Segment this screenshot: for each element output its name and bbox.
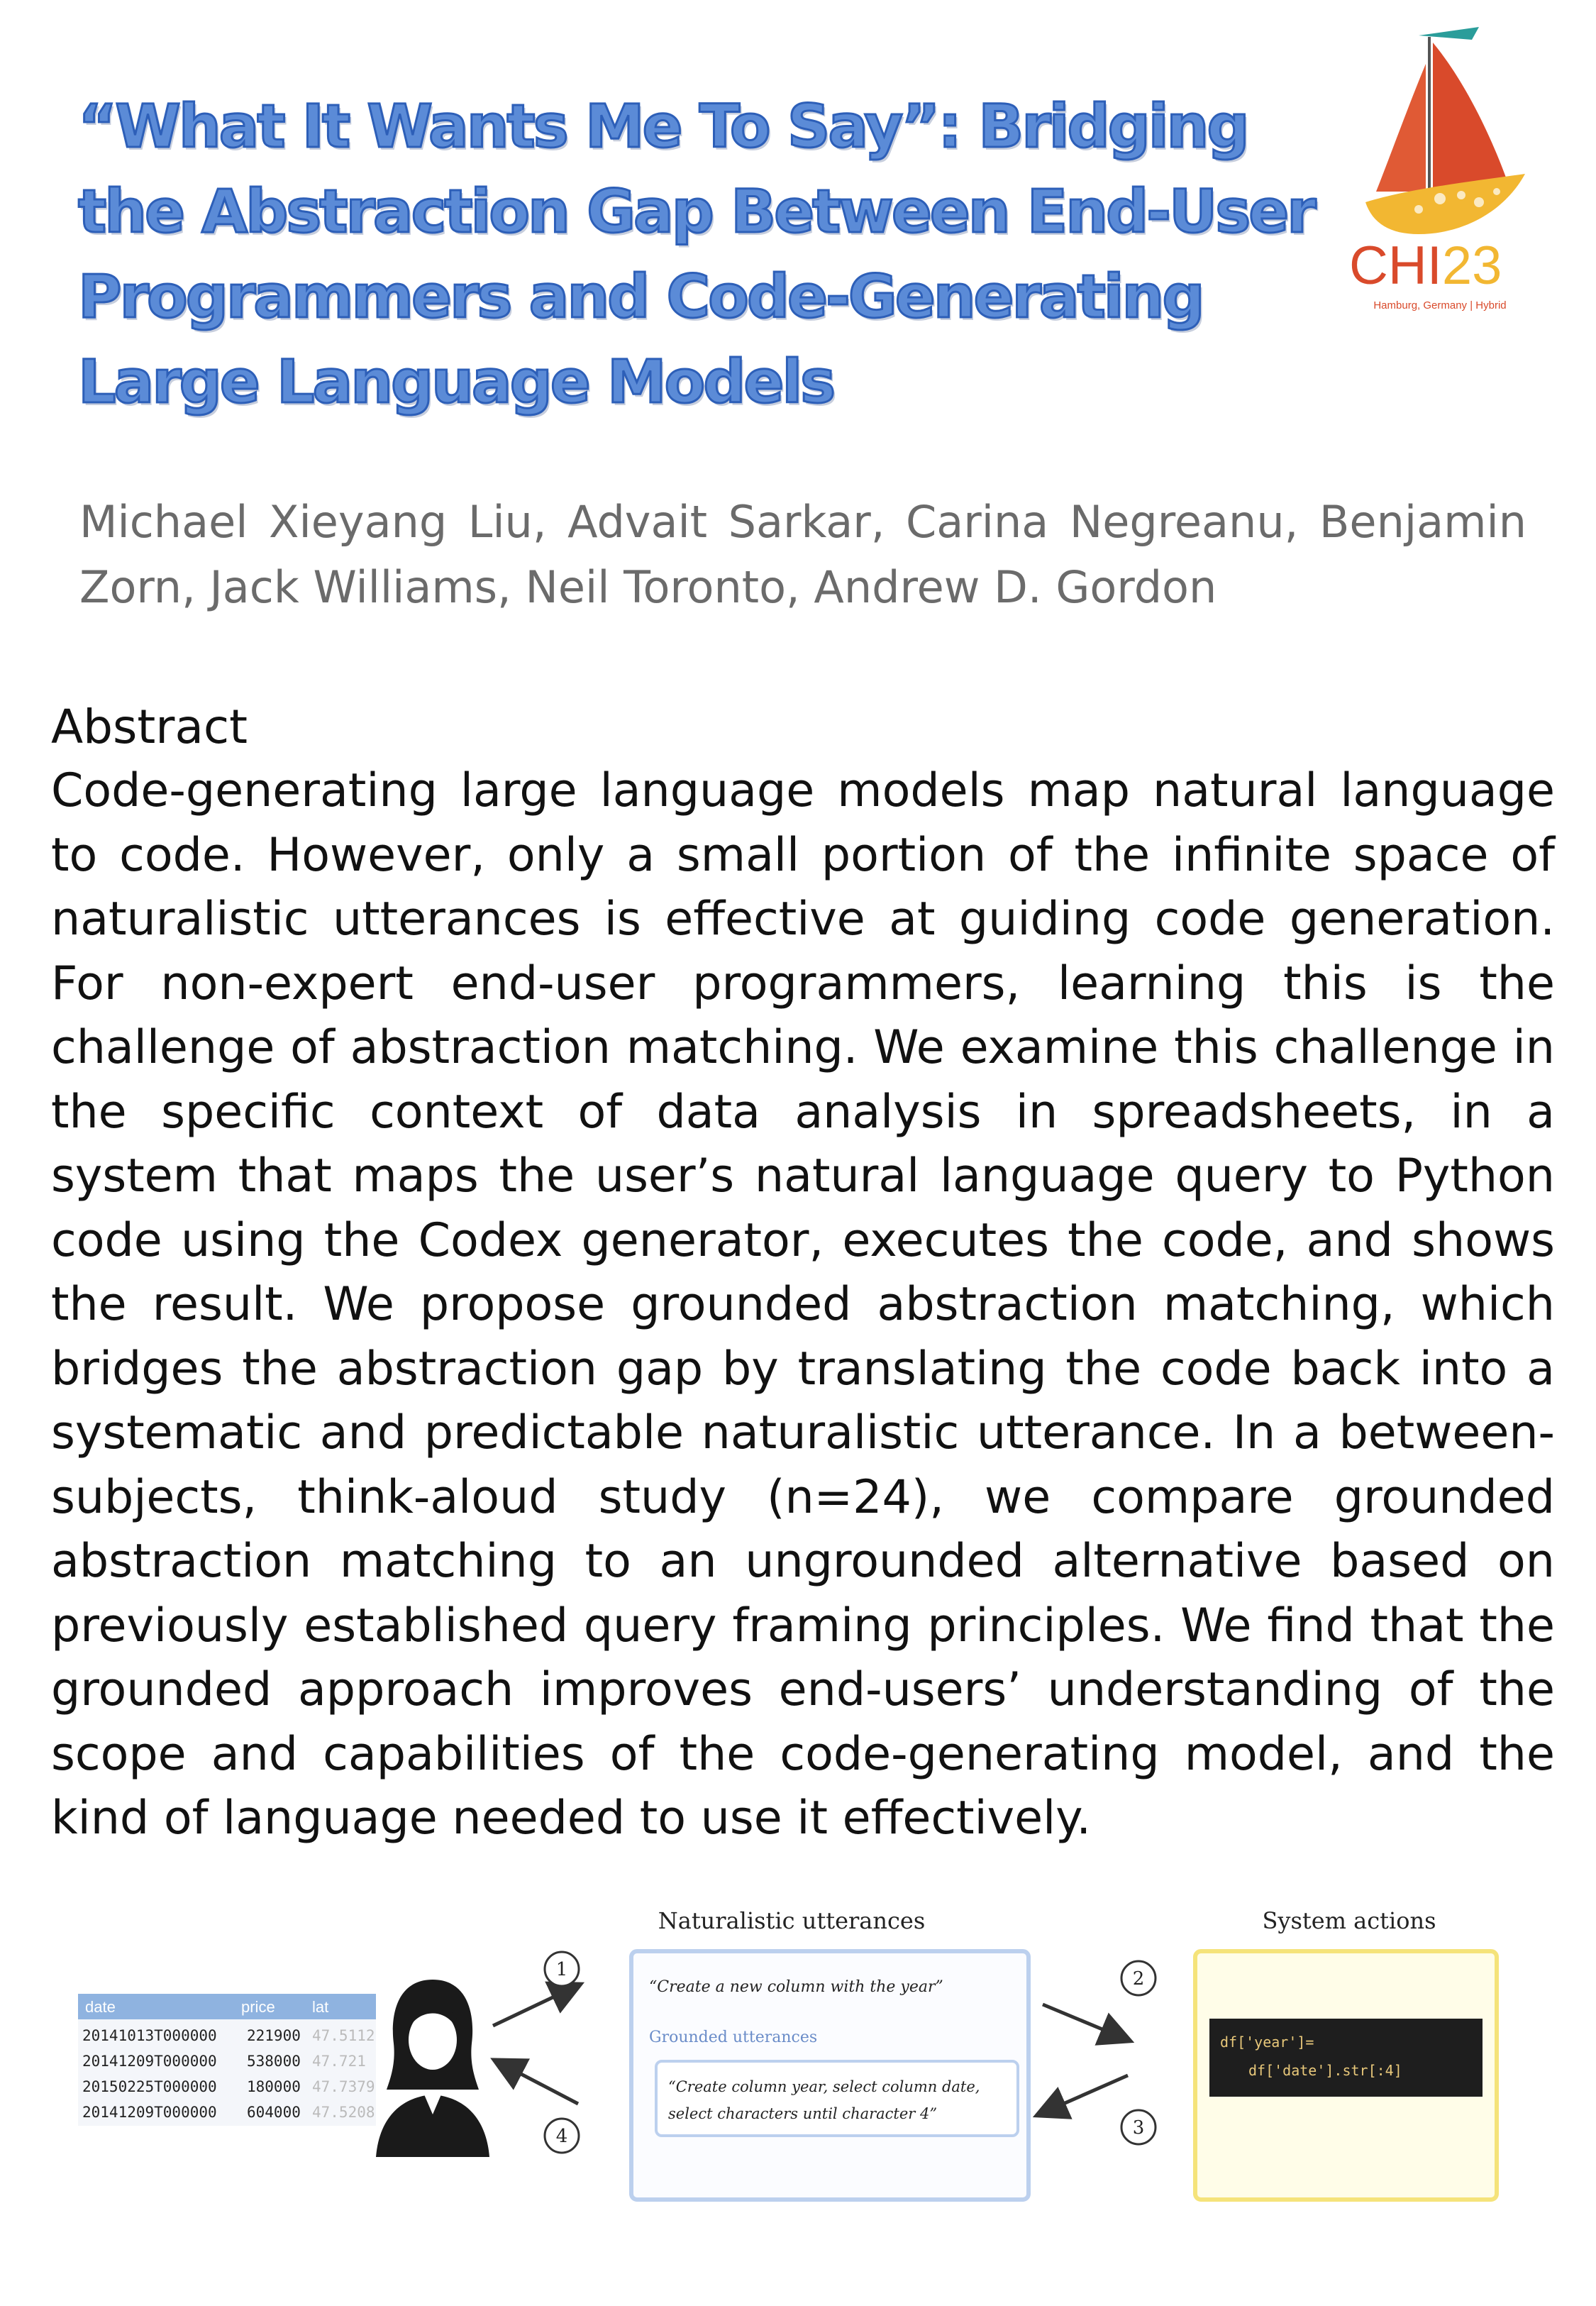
table-cell: 604000 xyxy=(247,2104,301,2121)
table-cell: 20141209T000000 xyxy=(82,2104,217,2121)
utterance-text: “Create a new column with the year” xyxy=(649,1978,943,1996)
step-3-arrow xyxy=(1039,2075,1156,2144)
paper-title: “What It Wants Me To Say”: Bridging the Abstraction Gap Between End-User Programmers and Code-Generating Large Language Models xyxy=(78,92,1314,416)
grounded-text-line1: “Create column year, select column date, xyxy=(668,2078,980,2095)
abstract-body: Code-generating large language models map natural language to code. However, only a small portion of the infinite space of naturalistic utterances is effective at guiding code generation. For non-expert end-user programmers, learning this is the challenge of abstraction matching. We examine this challenge in the specific context of data analysis in spreadsheets, in a system that maps the user’s natural language query to Python code using the Codex generator, executes the code, and shows the result. We propose grounded abstraction matching, which bridges the abstraction gap by translating the code back into a systematic and predictable naturalistic utterance. In a between-subjects, think-aloud study (n=24), we compare grounded abstraction matching to an ungrounded alternative based on previously established query framing principles. We find that the grounded approach improves end-users’ understanding of the scope and capabilities of the code-generating model, and the kind of language needed to use it effectively. xyxy=(51,764,1555,1845)
table-cell: 20141209T000000 xyxy=(82,2053,217,2070)
table-header-lat: lat xyxy=(312,1998,329,2016)
logo-name: CHI xyxy=(1349,236,1442,296)
step-4-label: 4 xyxy=(555,2126,568,2147)
step-1-label: 1 xyxy=(555,1959,568,1980)
table-cell: 180000 xyxy=(247,2078,301,2095)
table-cell: 47.7379 xyxy=(312,2078,375,2095)
naturalistic-panel xyxy=(631,1951,1029,2200)
author-list: Michael Xieyang Liu, Advait Sarkar, Carina Negreanu, Benjamin Zorn, Jack Williams, Neil Toronto, Andrew D. Gordon xyxy=(79,496,1526,613)
table-cell: 47.721 xyxy=(312,2053,366,2070)
table-cell: 47.5208 xyxy=(312,2104,375,2121)
system-panel xyxy=(1195,1951,1497,2200)
system-figure xyxy=(78,1902,1525,2214)
table-cell: 538000 xyxy=(247,2053,301,2070)
grounded-text-line2: select characters until character 4” xyxy=(668,2105,938,2122)
naturalistic-heading: Naturalistic utterances xyxy=(658,1907,926,1934)
grounded-label: Grounded utterances xyxy=(649,2029,818,2046)
table-cell: 221900 xyxy=(247,2027,301,2044)
code-line2: df['date'].str[:4] xyxy=(1248,2062,1402,2079)
logo-location: Hamburg, Germany | Hybrid xyxy=(1373,299,1507,311)
table-header-date: date xyxy=(85,1998,116,2016)
step-2-arrow xyxy=(1043,1961,1156,2040)
user-icon xyxy=(376,1980,489,2157)
abstract-heading: Abstract xyxy=(51,700,248,754)
sailboat-icon xyxy=(1365,27,1525,234)
table-header-price: price xyxy=(241,1998,275,2016)
svg-text:CHI23 xyxy=(1349,236,1502,296)
system-heading: System actions xyxy=(1262,1907,1436,1934)
logo-year: 23 xyxy=(1441,236,1502,296)
chi23-logo xyxy=(1334,21,1546,319)
step-4-arrow xyxy=(497,2061,579,2153)
table-cell: 20141013T000000 xyxy=(82,2027,217,2044)
table-cell: 20150225T000000 xyxy=(82,2078,217,2095)
spreadsheet-table xyxy=(78,1994,376,2126)
step-3-label: 3 xyxy=(1132,2117,1145,2139)
step-1-arrow xyxy=(493,1952,579,2026)
step-2-label: 2 xyxy=(1132,1968,1145,1990)
code-line1: df['year']= xyxy=(1220,2034,1314,2051)
table-cell: 47.5112 xyxy=(312,2027,375,2044)
